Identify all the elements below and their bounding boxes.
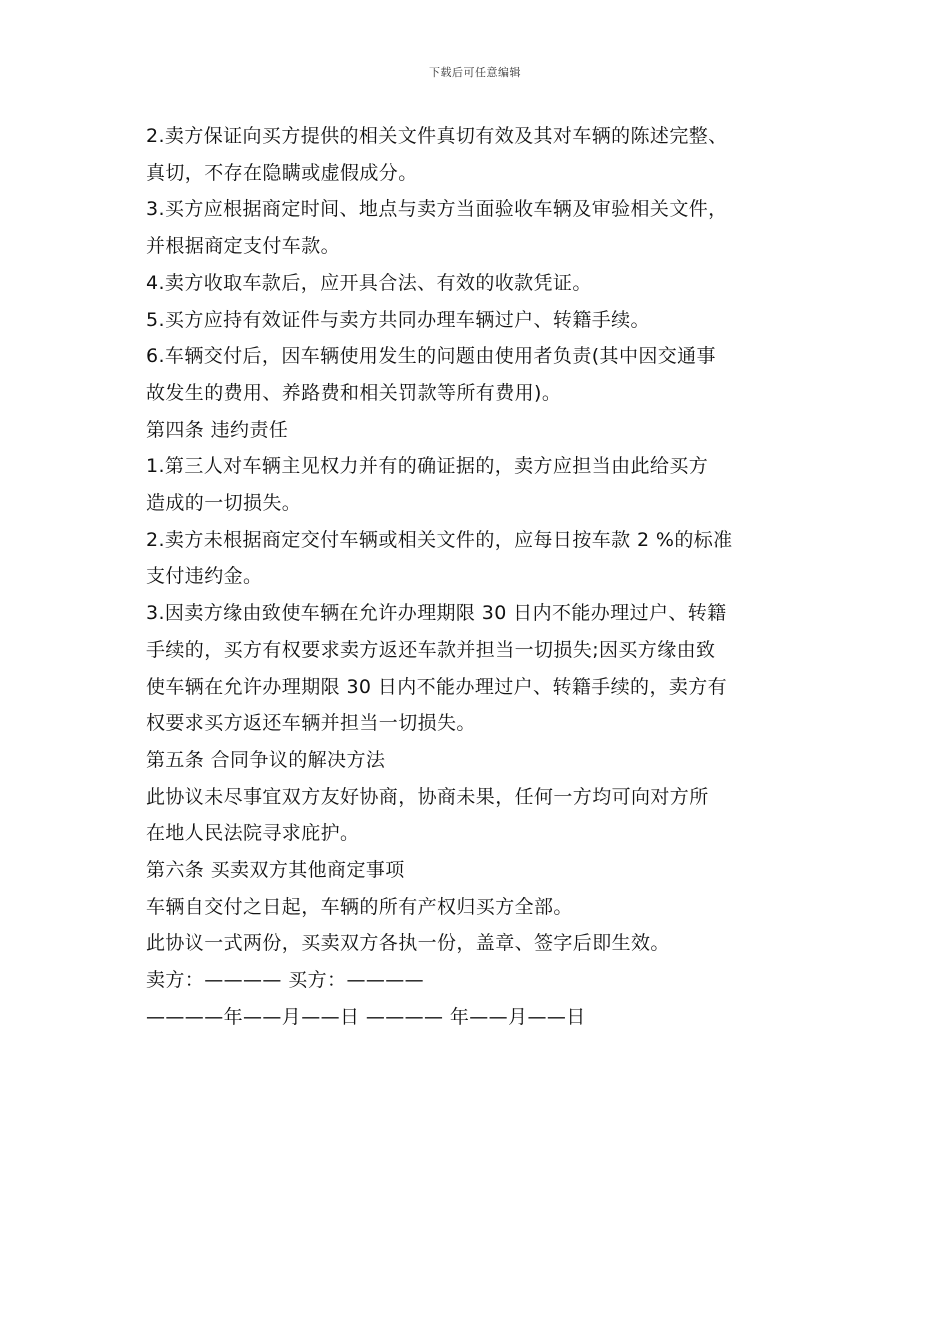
text-line: 真切，不存在隐瞒或虚假成分。	[146, 161, 418, 184]
section-heading: 第四条 违约责任	[146, 418, 289, 441]
text-line: 故发生的费用、养路费和相关罚款等所有费用)。	[146, 381, 562, 404]
text-line: 2.卖方未根据商定交付车辆或相关文件的，应每日按车款 2 %的标准	[146, 528, 733, 551]
document-body	[146, 118, 826, 1036]
text-line: 3.因卖方缘由致使车辆在允许办理期限 30 日内不能办理过户、转籍	[146, 602, 727, 625]
section-heading: 第六条 买卖双方其他商定事项	[146, 859, 405, 882]
text-line: 3.买方应根据商定时间、地点与卖方当面验收车辆及审验相关文件，	[146, 198, 728, 221]
text-line: 并根据商定支付车款。	[146, 235, 341, 258]
text-line: 支付违约金。	[146, 565, 263, 588]
text-line: 手续的，买方有权要求卖方返还车款并担当一切损失;因买方缘由致	[146, 638, 716, 661]
text-line: 使车辆在允许办理期限 30 日内不能办理过户、转籍手续的，卖方有	[146, 675, 728, 698]
date-line: ————年——月——日 ———— 年——月——日	[146, 1005, 586, 1028]
text-line: 权要求买方返还车辆并担当一切损失。	[146, 712, 476, 735]
text-line: 此协议一式两份，买卖双方各执一份，盖章、签字后即生效。	[146, 932, 670, 955]
page-header: 下载后可任意编辑	[429, 66, 521, 79]
text-line: 4.卖方收取车款后，应开具合法、有效的收款凭证。	[146, 271, 592, 294]
text-line: 此协议未尽事宜双方友好协商，协商未果，任何一方均可向对方所	[146, 785, 709, 808]
signature-line: 卖方：———— 买方：————	[146, 969, 425, 992]
text-line: 车辆自交付之日起，车辆的所有产权归买方全部。	[146, 895, 573, 918]
text-line: 在地人民法院寻求庇护。	[146, 822, 360, 845]
text-line: 5.买方应持有效证件与卖方共同办理车辆过户、转籍手续。	[146, 308, 650, 331]
section-heading: 第五条 合同争议的解决方法	[146, 748, 386, 771]
text-line: 2.卖方保证向买方提供的相关文件真切有效及其对车辆的陈述完整、	[146, 125, 728, 147]
text-line: 6.车辆交付后，因车辆使用发生的问题由使用者负责(其中因交通事	[146, 345, 716, 368]
text-line: 造成的一切损失。	[146, 492, 302, 515]
text-line: 1.第三人对车辆主见权力并有的确证据的，卖方应担当由此给买方	[146, 455, 709, 478]
